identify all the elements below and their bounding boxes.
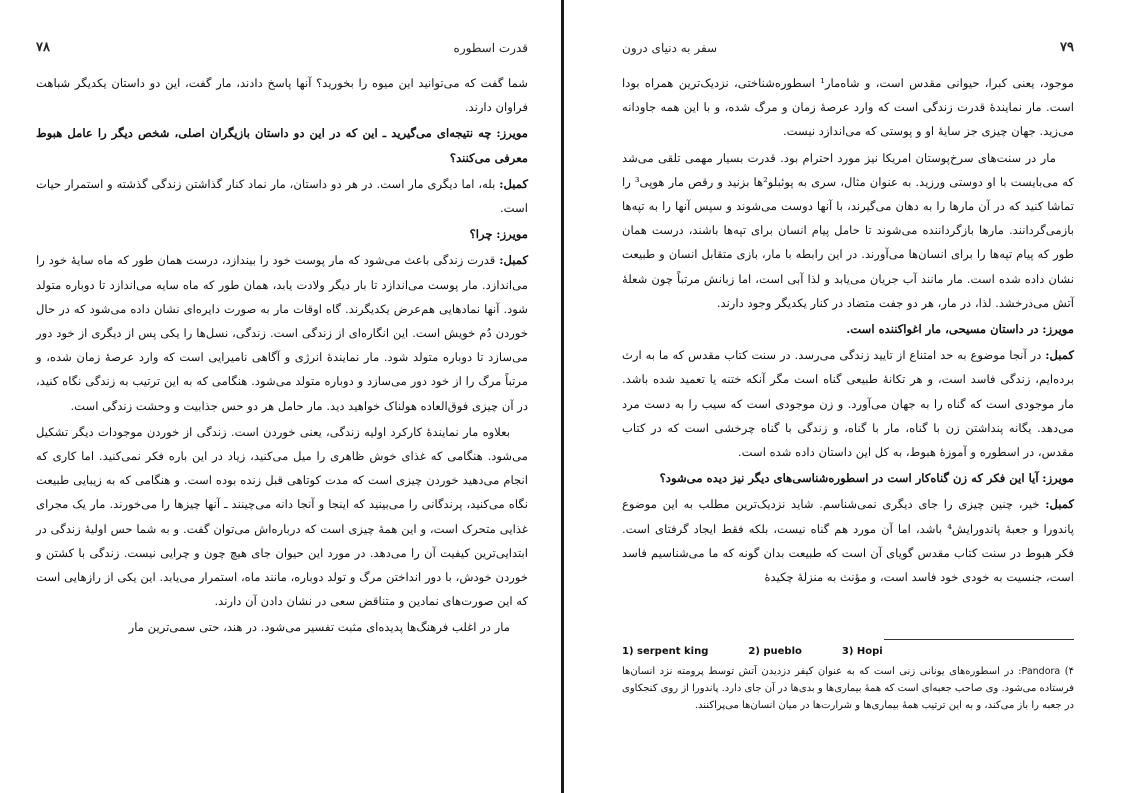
right-body-text: [622, 71, 1074, 589]
speaker-label: مویرز:: [496, 126, 529, 141]
footnote-4-latin: Pandora: [1021, 666, 1061, 678]
paragraph: شما گفت که می‌توانید این میوه را بخورید؟ آنها پاسخ دادند، مار گفت، این دو داستان یکدیگر شباهت فراوان دارند.: [36, 76, 528, 115]
footnote-4: [622, 663, 1074, 714]
speaker-label: کمبل:: [1045, 497, 1075, 512]
speaker-label: مویرز:: [1042, 471, 1074, 486]
footnote-3: 3) Hopi: [841, 646, 883, 658]
left-body-text: [36, 71, 528, 640]
footnote-divider: [884, 639, 1074, 640]
right-page-number: ۷۹: [1060, 40, 1074, 55]
footnote-4-marker: ۴): [1064, 666, 1075, 678]
speaker-label: مویرز:: [1042, 322, 1074, 337]
paragraph: کمبل: قدرت زندگی باعث می‌شود که مار پوست خود را بیندازد، درست همان طور که ماه سایهٔ خود را می‌اندازد. مار پوست می‌اندازد تا بار دیگر ولادت یابد، همان طور که ماه سایه می‌اندازد تا دوباره متولد شود. آنها نمادهایی هم‌عرض یکدیگرند. گاه اوقات مار به صورت دایره‌ای نشان داده می‌شود که در حال خوردن دُم خویش است. این انگاره‌ای از زندگی است. زندگی، نسل‌ها را یکی پس از دیگری از خود دور می‌سازد تا دوباره متولد شود. مار نمایندهٔ انرژی و آگاهی نامیرایی است که وارد عرصهٔ زمان شده، و مرتباً مرگ را از خود دور می‌سازد و دوباره متولد می‌شود. هنگامی که به این ترتیب به زندگی نگاه کنید، در آن چیزی فوق‌العاده هولناک خواهید دید. مار حامل هر دو حس جذابیت و وحشت زندگی است.: [36, 253, 528, 413]
right-running-title: سفر به دنیای درون: [622, 40, 718, 55]
footnote-4-text: : در اسطوره‌های یونانی زنی است که به عنوان کیفر دزدیدن آتش توسط پرومته نزد انسان‌ها فرستاده می‌شود. وی صاحب جعبه‌ای است که همهٔ بیماری‌ها و بدی‌ها در آن جای دارد. پاندورا از روی کنجکاوی در جعبه را باز می‌کند، و به این ترتیب همهٔ بیماری‌ها و شرارت‌ها در میان انسان‌ها می‌پراکنند.: [622, 666, 1074, 712]
left-page-number: ۷۸: [36, 40, 50, 55]
footnote-labels: [622, 646, 1074, 657]
paragraph: مویرز: در داستان مسیحی، مار اغواکننده است.: [846, 322, 1074, 337]
footnote-1: 1) serpent king: [622, 646, 709, 658]
left-running-title: قدرت اسطوره: [453, 40, 528, 55]
speaker-label: کمبل:: [499, 253, 528, 268]
paragraph: مار در اغلب فرهنگ‌ها پدیده‌ای مثبت تفسیر می‌شود. در هند، حتی سمی‌ترین مار: [128, 620, 510, 635]
paragraph: بعلاوه مار نمایندهٔ کارکرد اولیه زندگی، یعنی خوردن است. زندگی از خوردن موجودات دیگر تشکیل می‌شود. هنگامی که غذای خوش ظاهری را میل می‌کنید، زیاد در این باره فکر نمی‌کنید. اما کاری که انجام می‌دهید خوردن چیزی است که مدت کوتاهی قبل زنده بوده است. و هنگامی که به زیبایی طبیعت نگاه می‌کنید، پرندگانی را می‌بینید که اینجا و آنجا دانه می‌چینند ـ آنها چیزها را می‌خورند. مار یک مجرای غذایی متحرک است، و این همهٔ چیزی است که درباره‌اش می‌توان گفت. و به شما حس اولیهٔ زندگی در ابتدایی‌ترین کیفیت آن را می‌دهد. در مورد این حیوان جای هیچ چون و چرایی نیست. زندگی با کشتن و خوردن خودش، با دور انداختن مرگ و تولد دوباره، مانند ماه، استمرار می‌یابد. این یکی از رازهایی است که این صورت‌های نمادین و متناقض سعی در نشان دادن آن دارند.: [36, 424, 528, 609]
paragraph: مار در سنت‌های سرخ‌پوستان امریکا نیز مورد احترام بود. قدرت بسیار مهمی تلقی می‌شد که می‌بایست با او دوستی ورزید. به عنوان مثال، سری به پوئبلو²ها بزنید و رقص مار هوپی³ را تماشا کنید که در آن مارها را به دهان می‌گیرند، با آنها دوست می‌شوند و سپس آنها را به تپه‌ها بازمی‌گردانند. مارها بازگرداننده می‌شوند تا حامل پیام انسان برای تپه‌ها باشند، درست همان طور که پیام تپه‌ها را برای انسان‌ها می‌آورند. در این رابطه با مار، بازی متقابل انسان و طبیعت نشان داده شده است. مار مانند آب جریان می‌یابد و لذا آبی است، اما زبانش مرتباً چون شعلهٔ آتش می‌درخشد. لذا، در مار، هر دو جفت متضاد در کنار یکدیگر وجود دارند.: [622, 150, 1074, 310]
paragraph: کمبل: خیر، چنین چیزی را جای دیگری نمی‌شناسم. شاید نزدیک‌ترین مطلب به این موضوع پاندورا و جعبهٔ پاندورایش⁴ باشد، اما آن مورد هم گناه نیست، بلکه فقط ایجاد گرفتای است. فکر هبوط در سنت کتاب مقدس گویای آن است که طبیعت بدان گونه که ما می‌شناسیم فاسد است، جنسیت به خودی خود فاسد است، و مؤنث به منزلهٔ چکیدهٔ: [622, 497, 1075, 585]
left-page-header: [36, 40, 528, 55]
right-page: [570, 0, 1132, 793]
footnote-2: 2) pueblo: [748, 646, 802, 658]
paragraph: مویرز: چه نتیجه‌ای می‌گیرید ـ این که در این دو داستان بازیگران اصلی، شخص دیگر را عامل هبوط معرفی می‌کنند؟: [36, 126, 529, 165]
right-page-header: [622, 40, 1074, 55]
speaker-label: مویرز:: [496, 227, 528, 242]
left-page: [0, 0, 560, 793]
paragraph: موجود، یعنی کبرا، حیوانی مقدس است، و شاه‌مار¹ اسطوره‌شناختی، نزدیک‌ترین همراه بودا است. مار نمایندهٔ قدرت زندگی است که وارد عرصهٔ زمان و مرگ شده، و با این همه جاودانه می‌زید. جهان چیزی جز سایهٔ او و پوستی که می‌اندازد نیست.: [622, 76, 1075, 139]
paragraph: کمبل: در آنجا موضوع به حد امتناع از تایید زندگی می‌رسد. در سنت کتاب مقدس که ما به ارث برده‌ایم، زندگی فاسد است، و هر تکانهٔ طبیعی گناه است مگر آنکه ختنه یا تعمید شده باشد. مار موجودی است که گناه را به جهان می‌آورد. و زن موجودی است که سیب را به دست مرد می‌دهد. یگانه پنداشتن زن با گناه، مار با گناه، و زندگی با گناه چرخشی است که در کتاب مقدس، در اسطوره و آموزهٔ هبوط، به کل این داستان داده شده است.: [622, 348, 1075, 460]
paragraph: مویرز: چرا؟: [469, 227, 528, 242]
paragraph: مویرز: آیا این فکر که زن گناه‌کار است در اسطوره‌شناسی‌های دیگر نیز دیده می‌شود؟: [659, 471, 1074, 486]
speaker-label: کمبل:: [499, 176, 529, 191]
book-spine: [561, 0, 564, 793]
paragraph: کمبل: بله، اما دیگری مار است. در هر دو داستان، مار نماد کنار گذاشتن زندگی گذشته و استمرار حیات است.: [36, 176, 529, 216]
speaker-label: کمبل:: [1045, 348, 1075, 363]
